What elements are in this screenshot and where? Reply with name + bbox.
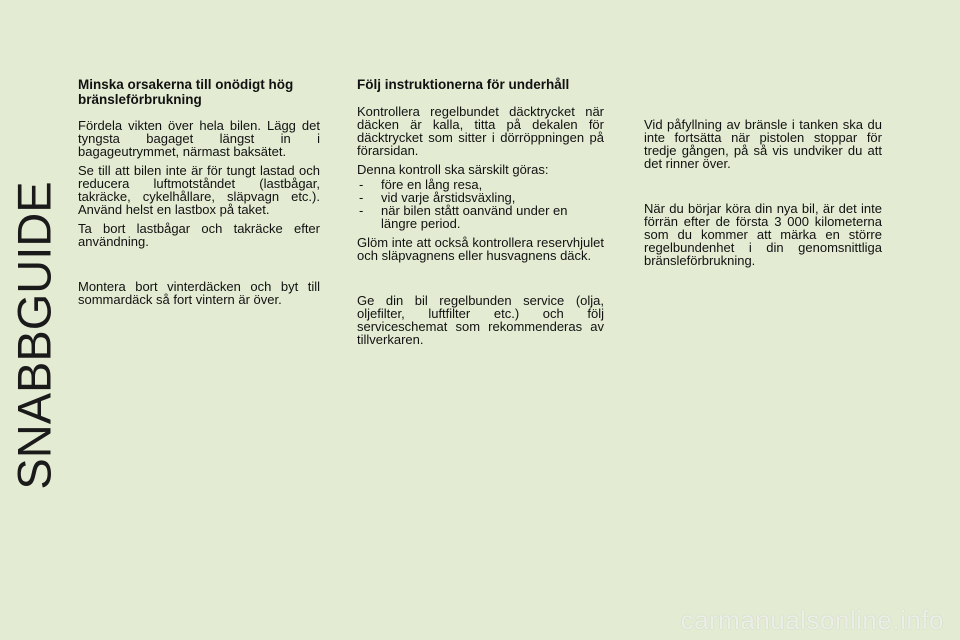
spacer [357,268,604,294]
column-fuel-consumption [78,78,320,312]
paragraph: Kontrollera regelbundet däcktrycket när däcken är kalla, titta på dekalen för däcktrycket som sitter i dörröppningen på förarsidan. [357,103,604,158]
paragraph: Ta bort lastbågar och takräcke efter användning. [78,221,320,249]
paragraph: Glöm inte att också kontrollera reservhjulet och släpvagnens eller husvagnens däck. [357,234,604,263]
list-item: - vid varje årstidsväxling, [357,191,604,204]
paragraph: Vid påfyllning av bränsle i tanken ska du inte fortsätta när pistolen stoppar för tredje gången, på så vis undviker du att det rinner över. [644,117,882,171]
watermark: carmanualsonline.info [680,605,944,635]
column-refuelling [644,118,882,273]
list-item: - när bilen stått oanvänd under en längre period. [357,204,604,230]
paragraph: Montera bort vinterdäcken och byt till sommardäck så fort vintern är över. [78,279,320,307]
paragraph: Ge din bil regelbunden service (olja, oljefilter, luftfilter etc.) och följ serviceschemat som rekommenderas av tillverkaren. [357,292,604,347]
paragraph: Se till att bilen inte är för tungt lastad och reducera luftmotståndet (lastbågar, takräcke, cykelhållare, släpvagn etc.). Använd helst en lastbox på taket. [78,163,320,217]
spacer [78,254,320,280]
paragraph: Denna kontroll ska särskilt göras: [357,161,549,177]
section-heading: Följ instruktionerna för underhåll [357,77,570,92]
check-list [357,178,604,230]
spacer [644,176,882,202]
side-tab-label: SNABBGUIDE [7,180,61,490]
paragraph: När du börjar köra din nya bil, är det inte förrän efter de första 3 000 kilometerna som du kommer att märka en större regelbundenhet i din genomsnittliga bränsleförbrukning. [644,201,882,268]
column-maintenance [357,78,604,352]
section-heading: Minska orsakerna till onödigt hög bränsleförbrukning [78,77,294,107]
list-item: - före en lång resa, [357,178,604,191]
paragraph: Fördela vikten över hela bilen. Lägg det tyngsta bagaget längst in i bagageutrymmet, närmast baksätet. [78,118,320,159]
side-tab [4,180,64,490]
